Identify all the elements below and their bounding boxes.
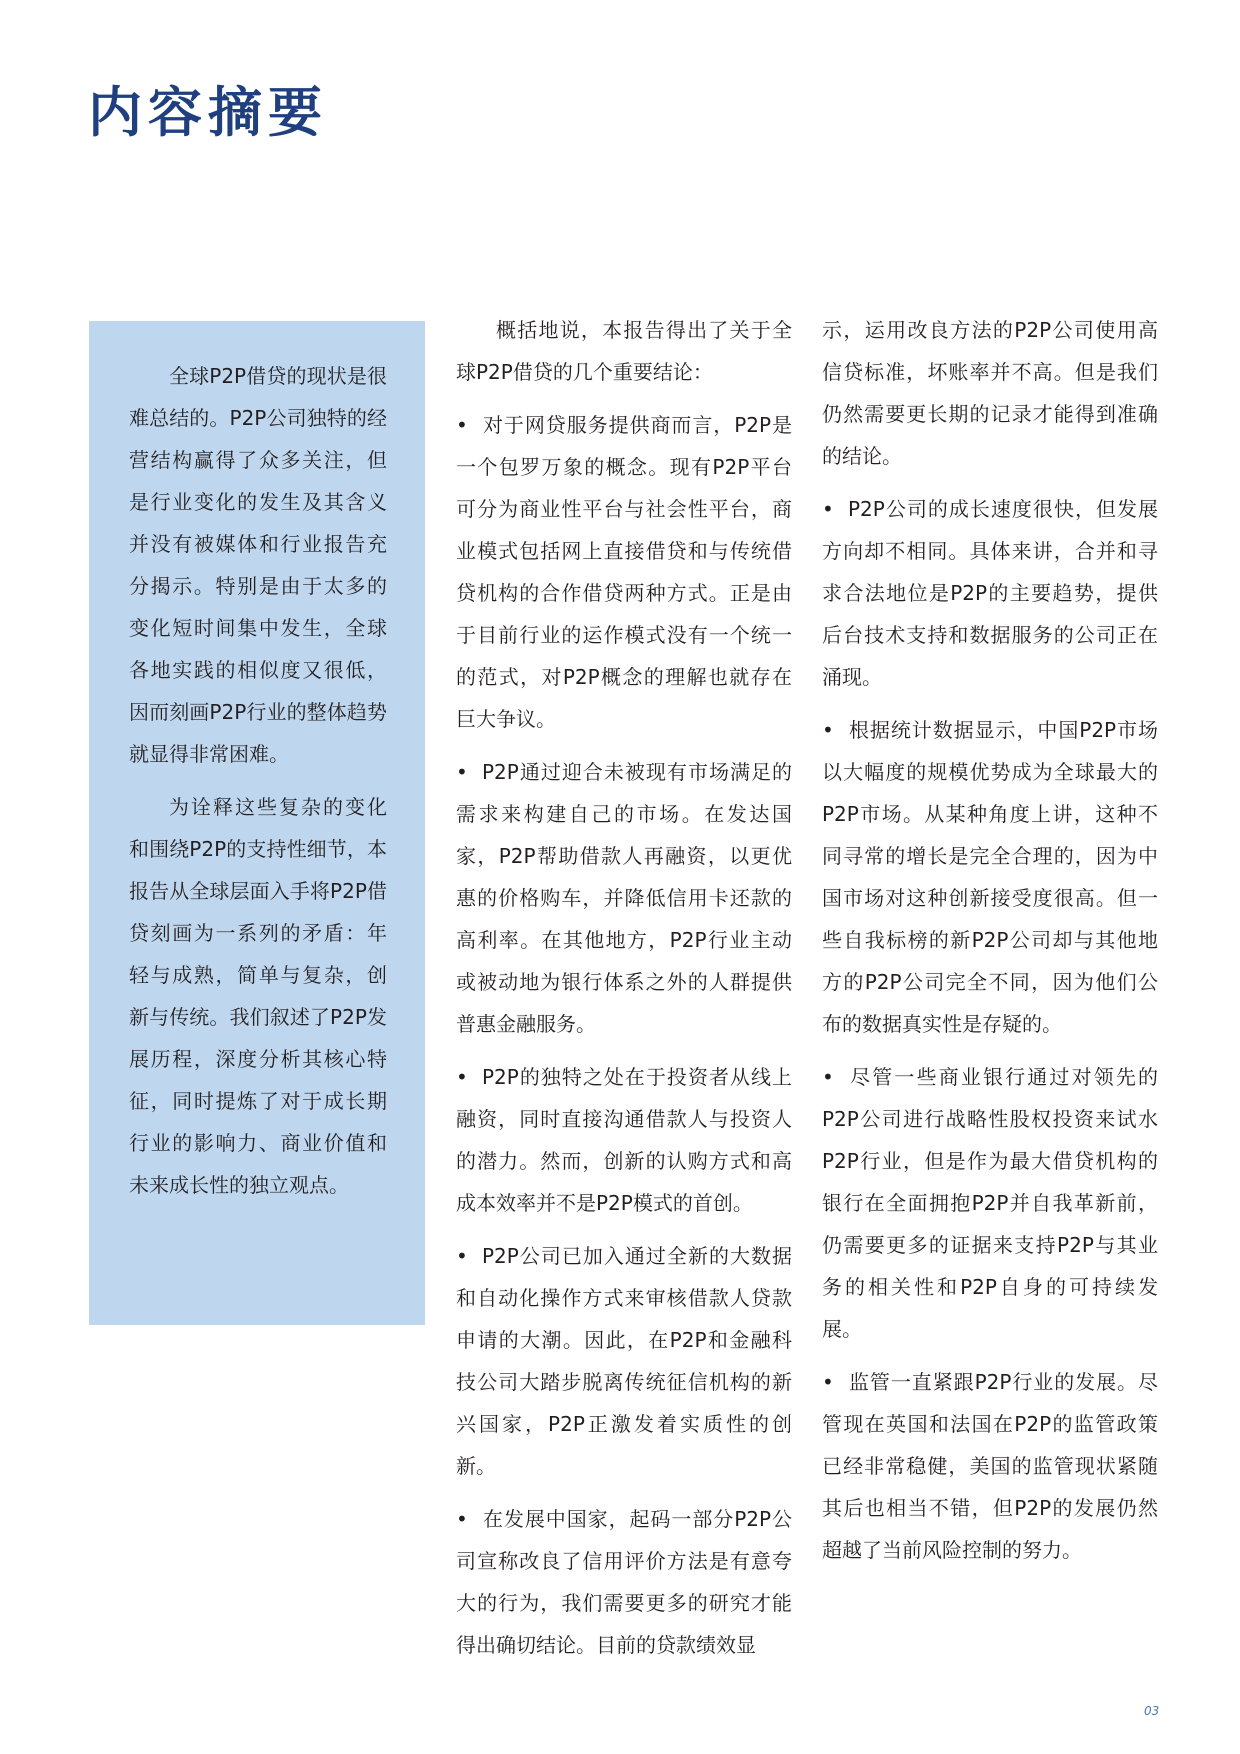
- bullet-text: 根据统计数据显示，中国P2P市场以大幅度的规模优势成为全球最大的P2P市场。从某种角度上讲，这种不同寻常的增长是完全合理的，因为中国市场对这种创新接受度很高。但一些自我标榜的新P2P公司却与其他地方的P2P公司完全不同，因为他们公布的数据真实性是存疑的。: [822, 718, 1158, 1036]
- bullet-marker: •: [456, 1244, 468, 1268]
- bullet-text: P2P公司已加入通过全新的大数据和自动化操作方式来审核借款人贷款申请的大潮。因此，在P2P和金融科技公司大踏步脱离传统征信机构的新兴国家，P2P正激发着实质性的创新。: [456, 1244, 792, 1478]
- bullet-item: [456, 404, 792, 740]
- continuation-paragraph: 示，运用改良方法的P2P公司使用高信贷标准，坏账率并不高。但是我们仍然需要更长期的记录才能得到准确的结论。: [822, 318, 1158, 468]
- bullet-item: [822, 488, 1158, 698]
- bullet-text: 尽管一些商业银行通过对领先的P2P公司进行战略性股权投资来试水P2P行业，但是作为最大借贷机构的银行在全面拥抱P2P并自我革新前，仍需要更多的证据来支持P2P与其业务的相关性和P2P自身的可持续发展。: [822, 1065, 1158, 1341]
- bullet-marker: •: [822, 1065, 834, 1089]
- bullet-marker: •: [822, 1370, 834, 1394]
- bullet-marker: •: [456, 413, 468, 437]
- bullet-text: P2P的独特之处在于投资者从线上融资，同时直接沟通借款人与投资人的潜力。然而，创新的认购方式和高成本效率并不是P2P模式的首创。: [456, 1065, 792, 1215]
- bullet-text: 在发展中国家，起码一部分P2P公司宣称改良了信用评价方法是有意夸大的行为，我们需要更多的研究才能得出确切结论。目前的贷款绩效显: [456, 1507, 792, 1657]
- bullet-text: P2P公司的成长速度很快，但发展方向却不相同。具体来讲，合并和寻求合法地位是P2P的主要趋势，提供后台技术支持和数据服务的公司正在涌现。: [822, 497, 1158, 689]
- sidebar-paragraph: 全球P2P借贷的现状是很难总结的。P2P公司独特的经营结构赢得了众多关注，但是行业变化的发生及其含义并没有被媒体和行业报告充分揭示。特别是由于太多的变化短时间集中发生，全球各地实践的相似度又很低，因而刻画P2P行业的整体趋势就显得非常困难。: [129, 364, 387, 766]
- bullet-item: [822, 1361, 1158, 1571]
- main-column-2: [822, 309, 1158, 1582]
- bullet-marker: •: [456, 1065, 468, 1089]
- bullet-item: [822, 1056, 1158, 1350]
- bullet-item: [456, 751, 792, 1045]
- page-title: 内容摘要: [88, 80, 328, 144]
- bullet-text: 监管一直紧跟P2P行业的发展。尽管现在英国和法国在P2P的监管政策已经非常稳健，美国的监管现状紧随其后也相当不错，但P2P的发展仍然超越了当前风险控制的努力。: [822, 1370, 1158, 1562]
- bullet-text: 对于网贷服务提供商而言，P2P是一个包罗万象的概念。现有P2P平台可分为商业性平台与社会性平台，商业模式包括网上直接借贷和与传统借贷机构的合作借贷两种方式。正是由于目前行业的运作模式没有一个统一的范式，对P2P概念的理解也就存在巨大争议。: [456, 413, 792, 731]
- bullet-item: [456, 1056, 792, 1224]
- page-number: 03: [1144, 1704, 1160, 1718]
- bullet-item: [456, 1498, 792, 1666]
- bullet-text: P2P通过迎合未被现有市场满足的需求来构建自己的市场。在发达国家，P2P帮助借款人再融资，以更优惠的价格购车，并降低信用卡还款的高利率。在其他地方，P2P行业主动或被动地为银行体系之外的人群提供普惠金融服务。: [456, 760, 792, 1036]
- bullet-marker: •: [822, 718, 834, 742]
- bullet-marker: •: [456, 1507, 468, 1531]
- bullet-item: [456, 1235, 792, 1487]
- summary-sidebar: [89, 321, 425, 1325]
- intro-paragraph: 概括地说，本报告得出了关于全球P2P借贷的几个重要结论：: [456, 318, 792, 384]
- bullet-item: [822, 709, 1158, 1045]
- main-column-1: [456, 309, 792, 1677]
- bullet-marker: •: [456, 760, 468, 784]
- bullet-marker: •: [822, 497, 834, 521]
- sidebar-paragraph: 为诠释这些复杂的变化和围绕P2P的支持性细节，本报告从全球层面入手将P2P借贷刻画为一系列的矛盾：年轻与成熟，简单与复杂，创新与传统。我们叙述了P2P发展历程，深度分析其核心特征，同时提炼了对于成长期行业的影响力、商业价值和未来成长性的独立观点。: [129, 795, 387, 1197]
